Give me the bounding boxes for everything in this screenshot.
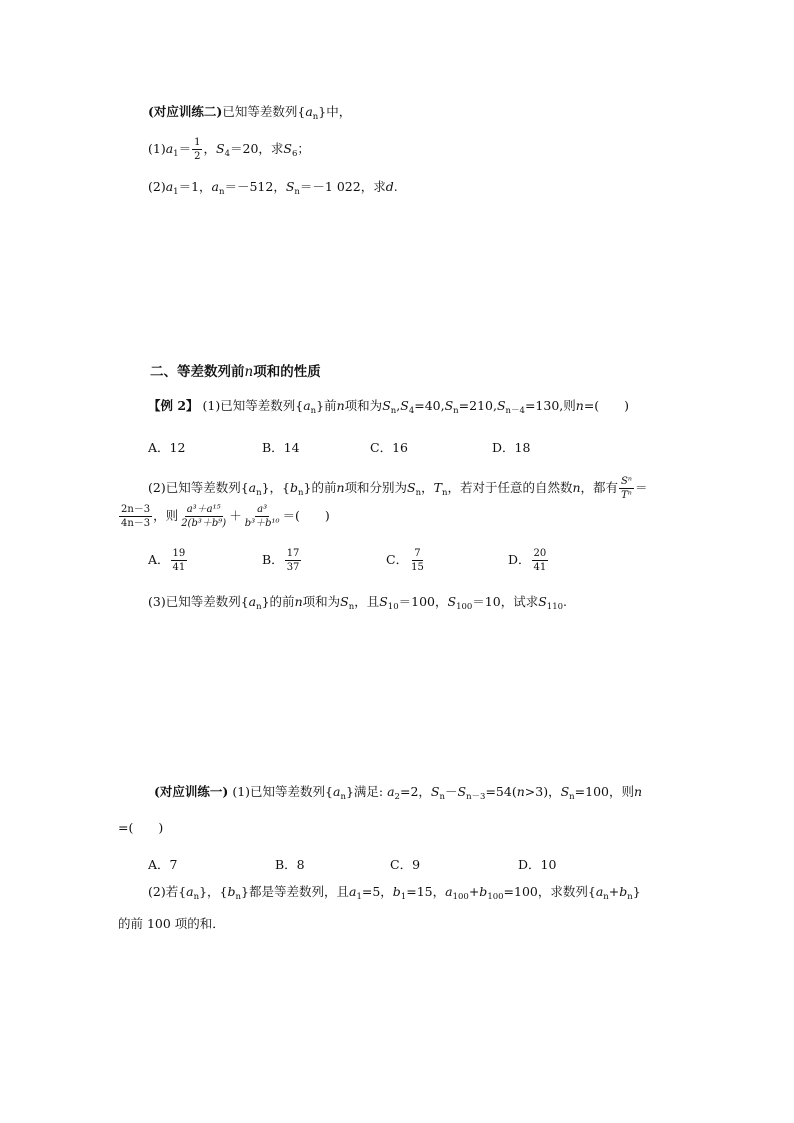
training2-head: (对应训练二) [148, 104, 223, 119]
training1-head: (对应训练一) [154, 784, 229, 799]
fraction-ratio: $\frac{2n-3}{4n-3}$ [121, 504, 151, 529]
fraction-one-half: $\frac{1}{2}$ [194, 137, 201, 162]
fraction-s-over-t: $\frac{\text{Sⁿ}}{\text{Tⁿ}}$ [621, 476, 632, 501]
option-b[interactable]: B． $\frac{17}{37}$ [262, 548, 300, 573]
fraction-term-1: $\frac{\text{a³＋a¹⁵}}{\text{2(b³＋b⁹)}}$ [181, 504, 227, 529]
example2-part3: (3)已知等差数列$\{a_n\}$的前n项和为$S_n$，且$S_{10}=100$，$S_{100}=10$，试求$S_{110}$. [148, 594, 567, 612]
section-title: 二、等差数列前n项和的性质 [150, 364, 321, 380]
option-b[interactable]: B．8 [275, 857, 305, 872]
example2-part2-expression: $\frac{2n-3}{4n-3}$ ，则 $\frac{\text{a³＋a¹⁵}}{\text{2(b³＋b⁹)}}$ ＋ $\frac{\text{a³}}{\text{b³＋b¹⁰}}$ ＝( ) [121, 504, 330, 529]
training1-part1: (对应训练一) (1)已知等差数列$\{a_n\}$满足: $a_2=2$，$S_n-S_{n-3}=54(n>3)$，$S_n=100$，则n [154, 784, 643, 802]
training2-question-2: $(2)a_1=1$，$a_n=-512$，$S_n=-1$ 022，求d. [148, 179, 398, 197]
training1-part2-continued: 的前 100 项的和． [118, 916, 225, 931]
option-b[interactable]: B．14 [262, 440, 300, 455]
option-c[interactable]: C． $\frac{7}{15}$ [386, 548, 424, 573]
example2-part1: 【例 2】 (1)已知等差数列$\{a_n\}$前n项和为$S_n,S_4=40,S_n=210,S_{n-4}=130$,则n=( ) [148, 398, 630, 416]
option-d[interactable]: D． $\frac{20}{41}$ [508, 548, 547, 573]
option-a[interactable]: A． $\frac{19}{41}$ [148, 548, 186, 573]
training2-intro: (对应训练二)已知等差数列$\{a_n\}$中， [148, 104, 352, 122]
option-c[interactable]: C．16 [370, 440, 408, 455]
option-d[interactable]: D．10 [518, 857, 557, 872]
option-c[interactable]: C．9 [390, 857, 421, 872]
training1-part1-blank: =( ) [118, 820, 164, 835]
example2-part2: (2)已知等差数列$\{a_n\}$，$\{b_n\}$的前n项和分别为$S_n$，$T_n$，若对于任意的自然数n，都有 $\frac{\text{Sⁿ}}{\text{Tⁿ}}$ ＝ [148, 476, 648, 501]
option-d[interactable]: D．18 [492, 440, 531, 455]
example2-tag: 【例 2】 [148, 398, 199, 413]
fraction-term-2: $\frac{\text{a³}}{\text{b³＋b¹⁰}}$ [244, 504, 280, 529]
training2-question-1: $(1)a_1=$ $\frac{1}{2}$ ，$S_4=20$，求$S_6$； [148, 137, 310, 162]
option-a[interactable]: A．12 [148, 440, 186, 455]
training1-part2: (2)若$\{a_n\}$，$\{b_n\}$都是等差数列，且$a_1=5$，$b_1=15$，$a_{100}+b_{100}=100$，求数列$\{a_n+b_n\}$ [148, 884, 641, 902]
option-a[interactable]: A．7 [148, 857, 178, 872]
